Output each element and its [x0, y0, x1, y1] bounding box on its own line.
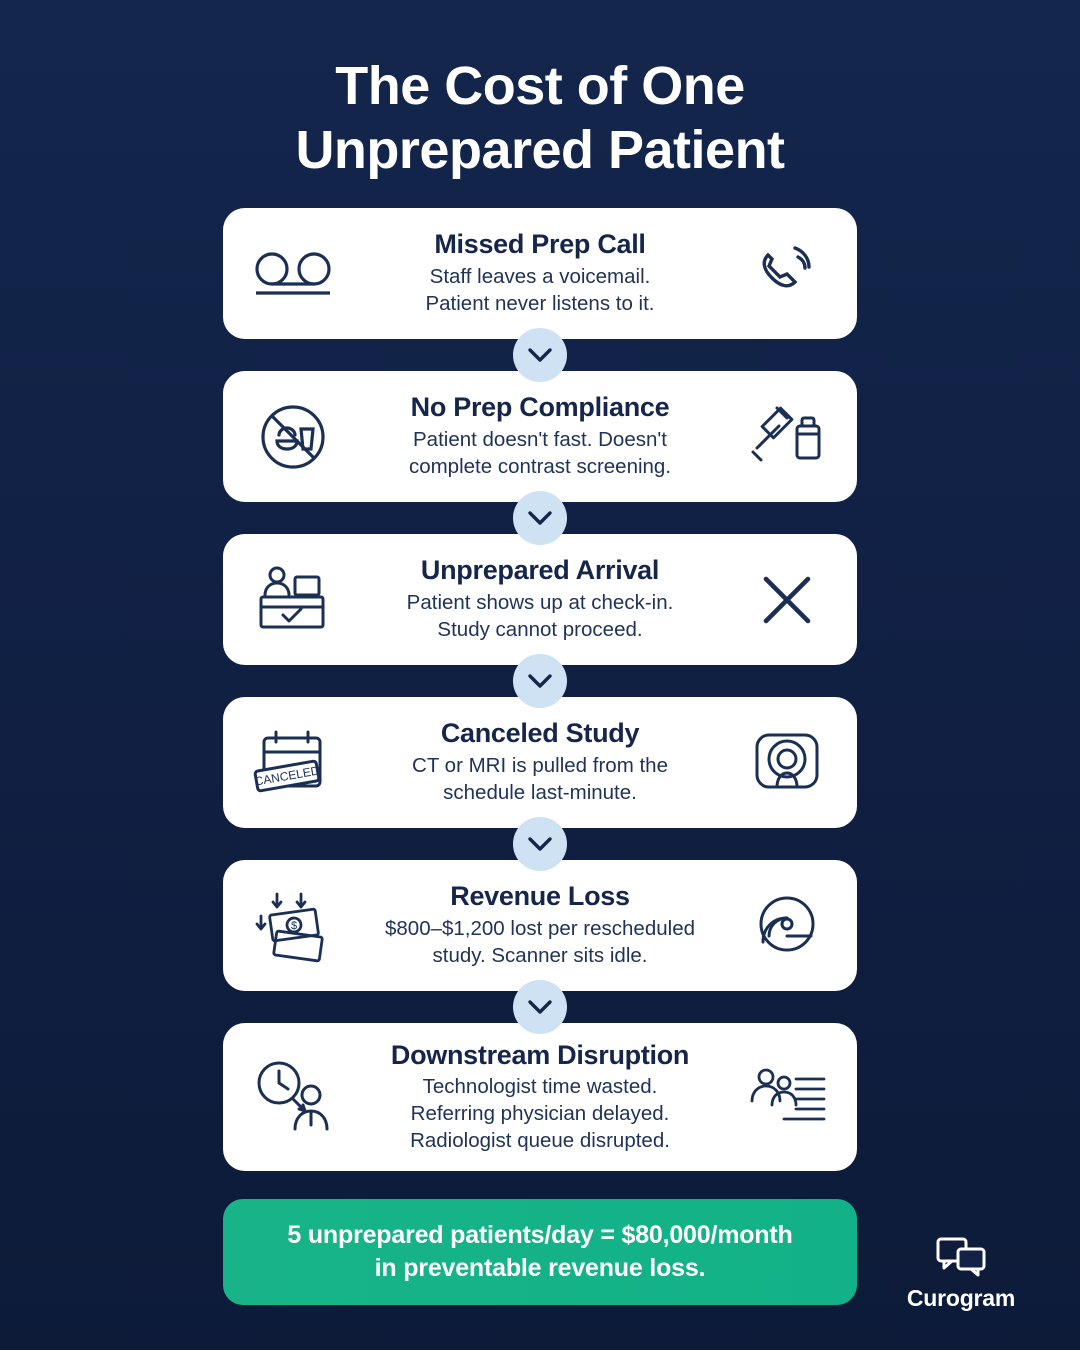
step-description-line-1: Patient doesn't fast. Doesn't	[413, 428, 667, 452]
step-description	[349, 427, 731, 480]
brand-name: Curogram	[906, 1285, 1016, 1311]
connector-4	[223, 828, 857, 860]
reception-desk-icon	[239, 554, 347, 646]
step-title: No Prep Compliance	[410, 392, 670, 423]
page-title-line-1: The Cost of One	[335, 56, 745, 116]
canceled-calendar-icon	[239, 717, 347, 809]
step-card-missed-prep-call	[223, 208, 857, 339]
step-description-line-1: Patient shows up at check-in.	[406, 591, 674, 615]
step-card-body	[347, 393, 733, 480]
step-description-line-2: schedule last-minute.	[443, 780, 637, 804]
summary-banner-text	[287, 1219, 792, 1285]
svg-text:$: $	[290, 919, 298, 932]
step-description-line-1: $800–$1,200 lost per rescheduled	[384, 917, 695, 941]
step-title: Canceled Study	[440, 718, 640, 749]
connector-5	[223, 991, 857, 1023]
step-card-body	[347, 882, 733, 969]
chat-bubbles-icon	[886, 1235, 1036, 1279]
step-description-line-1: Staff leaves a voicemail.	[429, 265, 651, 289]
clock-technologist-icon	[239, 1051, 347, 1143]
step-card-body	[347, 230, 733, 317]
step-card-body	[347, 1041, 733, 1155]
step-title: Downstream Disruption	[390, 1039, 690, 1070]
step-description	[349, 753, 731, 806]
summary-banner-line-1: 5 unprepared patients/day = $80,000/month	[287, 1221, 793, 1250]
step-description	[349, 1074, 731, 1154]
step-description-line-3: Radiologist queue disrupted.	[410, 1128, 670, 1152]
page-title-line-2: Unprepared Patient	[295, 119, 785, 180]
patient-queue-icon	[733, 1051, 841, 1143]
brand-logo	[886, 1235, 1036, 1312]
syringe-vial-icon	[733, 391, 841, 483]
step-description	[349, 916, 731, 969]
step-description-line-2: study. Scanner sits idle.	[432, 943, 648, 967]
steps-stack	[223, 208, 857, 1171]
step-card-canceled-study	[223, 697, 857, 828]
falling-money-icon	[239, 880, 347, 972]
step-card-unprepared-arrival	[223, 534, 857, 665]
summary-banner	[223, 1199, 857, 1305]
step-description-line-2: Study cannot proceed.	[437, 617, 643, 641]
step-title: Missed Prep Call	[434, 229, 646, 260]
step-title: Revenue Loss	[450, 881, 630, 912]
idle-scanner-icon	[733, 880, 841, 972]
step-description-line-2: Patient never listens to it.	[425, 291, 655, 315]
step-card-no-prep-compliance	[223, 371, 857, 502]
step-description-line-1: CT or MRI is pulled from the	[412, 754, 668, 778]
connector-3	[223, 665, 857, 697]
phone-ringing-icon	[733, 228, 841, 320]
voicemail-icon	[239, 228, 347, 320]
ct-scanner-icon	[733, 717, 841, 809]
x-mark-icon	[733, 554, 841, 646]
no-food-drink-icon	[239, 391, 347, 483]
step-card-downstream-disruption	[223, 1023, 857, 1171]
step-description-line-2: complete contrast screening.	[408, 454, 672, 478]
step-description-line-2: Referring physician delayed.	[410, 1101, 670, 1125]
step-title: Unprepared Arrival	[420, 555, 660, 586]
step-card-revenue-loss	[223, 860, 857, 991]
connector-2	[223, 502, 857, 534]
page-title	[0, 0, 1080, 182]
step-description	[349, 264, 731, 317]
connector-1	[223, 339, 857, 371]
step-card-body	[347, 719, 733, 806]
step-description-line-1: Technologist time wasted.	[422, 1075, 658, 1099]
svg-text:CANCELED: CANCELED	[253, 763, 321, 789]
summary-banner-line-2: in preventable revenue loss.	[374, 1254, 706, 1283]
step-card-body	[347, 556, 733, 643]
step-description	[349, 590, 731, 643]
